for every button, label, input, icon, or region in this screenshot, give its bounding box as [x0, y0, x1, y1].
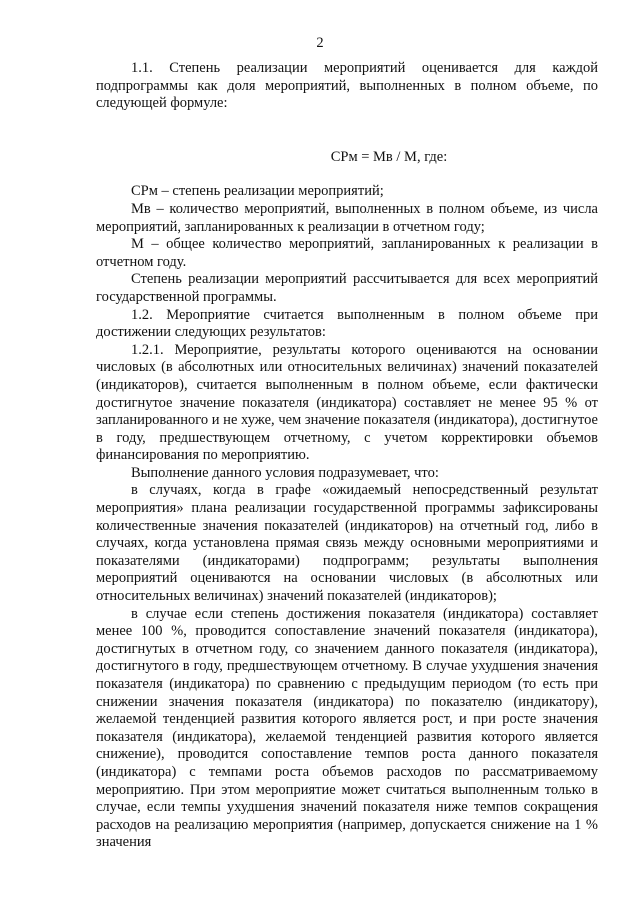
paragraph-condition: Выполнение данного условия подразумевает, что:	[131, 464, 439, 481]
paragraph-1-1: 1.1. Степень реализации мероприятий оценивается для каждой подпрограммы как доля мероприятий, выполненных в полном объеме, по следующей формуле:	[96, 60, 598, 112]
page-number: 2	[316, 35, 324, 51]
definition-mv: Мв – количество мероприятий, выполненных в полном объеме, из числа мероприятий, запланированных к реализации в отчетном году;	[96, 200, 598, 235]
formula: СРм = Мв / М, где:	[330, 148, 448, 165]
paragraph-scope: Степень реализации мероприятий рассчитывается для всех мероприятий государственной программы.	[96, 271, 598, 305]
paragraph-1-2-1: 1.2.1. Мероприятие, результаты которого оцениваются на основании числовых (в абсолютных или относительных величинах) значений показателей (индикаторов), считается выполненным в полном объеме, если фактически достигнутое значение показателя (индикатора) составляет не менее 95 % от запланированного и не хуже, чем значение показателя (индикатора), достигнутое в году, предшествующем отчетному, с учетом корректировки объемов финансирования по мероприятию.	[96, 341, 598, 464]
paragraph-case-2: в случае если степень достижения показателя (индикатора) составляет менее 100 %, проводится сопоставление значений показателя (индикатора), достигнутых в отчетном году, со значением данного показателя (индикатора), достигнутого в году, предшествующем отчетному. В случае ухудшения значения показателя (индикатора) по сравнению с предыдущим периодом (то есть при снижении значения показателя (индикатора) по показателю (индикатору), желаемой тенденцией развития которого является рост, и при росте значения показателя (индикатора), желаемой тенденцией развития которого является снижение), проводится сопоставление темпов роста данного показателя (индикатора) с темпами роста объемов расходов по рассматриваемому мероприятию. При этом мероприятие может считаться выполненным только в случае, если темпы ухудшения значений показателя ниже темпов сокращения расходов на реализацию мероприятия (например, допускается снижение на 1 % значения	[96, 605, 598, 851]
definition-m: М – общее количество мероприятий, запланированных к реализации в отчетном году.	[96, 236, 598, 270]
paragraph-case-1: в случаях, когда в графе «ожидаемый непосредственный результат мероприятия» плана реализации государственной программы зафиксированы количественные значения показателей (индикаторов) на отчетный год, либо в случаях, когда установлена прямая связь между основными мероприятиями и показателями (индикаторами) подпрограмм; результаты выполнения мероприятий оцениваются на основании числовых (в абсолютных или относительных величинах) значений показателей (индикаторов);	[96, 482, 598, 605]
definition-srm: СРм – степень реализации мероприятий;	[131, 183, 384, 200]
document-body	[96, 60, 598, 852]
paragraph-1-2: 1.2. Мероприятие считается выполненным в полном объеме при достижении следующих результатов:	[96, 306, 598, 341]
